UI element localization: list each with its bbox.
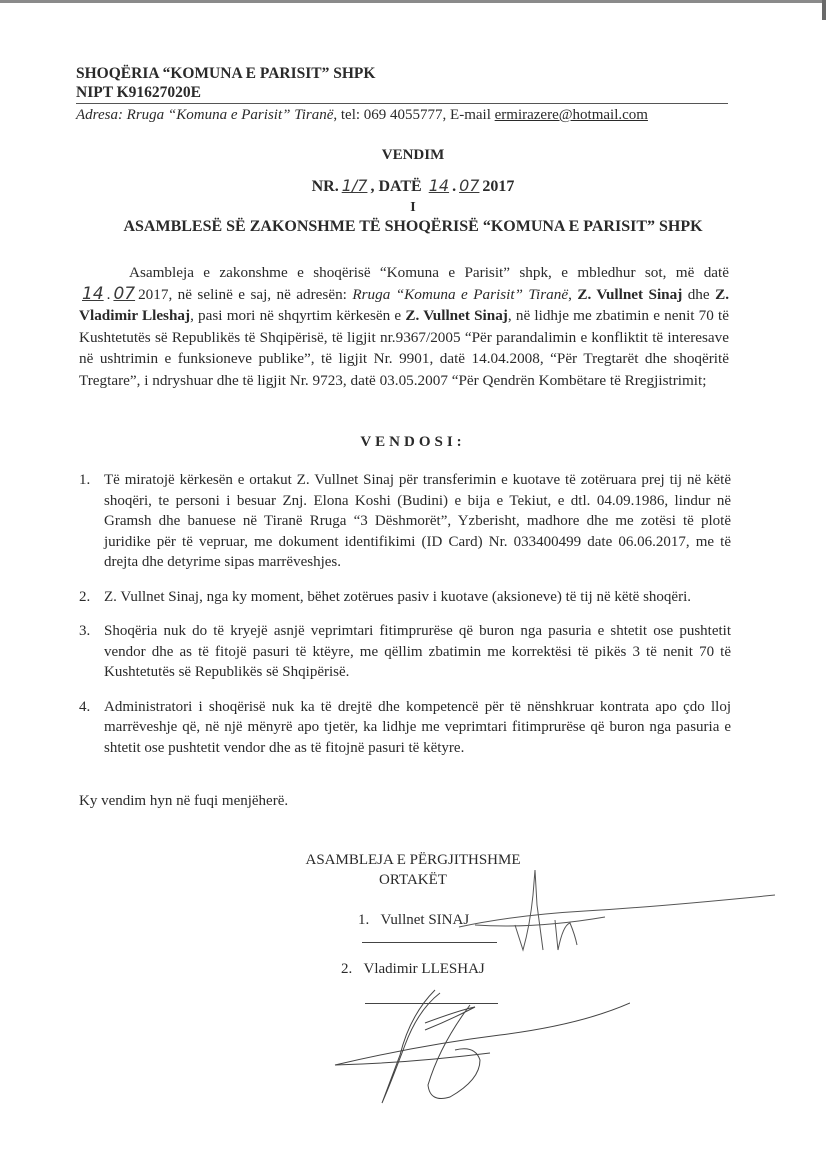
decision-list [79,470,731,772]
signatory-2 [341,961,485,978]
decision-item [79,587,731,608]
intro-date-sep: . [106,285,111,303]
intro-member-2: Z. Vladimir Lleshaj [79,285,729,324]
item-number: 1. [79,472,91,488]
intro-address: Rruga “Komuna e Parisit” Tiranë [352,285,569,303]
assembly-title: ASAMBLESË SË ZAKONSHME TË SHOQËRISË “KOMUNA E PARISIT” SHPK [123,218,703,235]
signatory-number: 2. [341,961,353,977]
nr-label: NR. [311,178,339,195]
date-separator: . [452,178,457,195]
decides-heading: VENDOSI: [360,434,466,450]
decision-item [79,621,731,683]
scan-edge-top [0,0,826,3]
signatory-1 [358,912,469,929]
signature-heading: ASAMBLEJA E PËRGJITHSHME [305,852,521,868]
signature-2-icon [330,985,630,1115]
handwritten-number: 1/7 [341,176,368,195]
item-text: Të miratojë kërkesën e ortakut Z. Vullnet Sinaj për transferimin e kuotave të zotëruara prej tij në këtë shoqëri, te personi i besuar Znj. Elona Koshi (Budini) e bija e Tekiut, e dtl. 04.09.1986, lindur në Gramsh dhe banuese në Tiranë Rruga “3 Dëshmorët”, Yzberisht, madhore dhe me zotësi të plotë juridike për të vepruar, me dokument identifikimi (ID Card) Nr. 033400499 date 06.06.2017, me të drejta dhe detyrime sipas marrëveshjes. [104,472,731,570]
intro-member-1: Z. Vullnet Sinaj [577,285,683,303]
intro-text-1: Asambleja e zakonshme e shoqërisë “Komuna e Parisit” shpk, e mbledhur sot, më datë [129,264,729,281]
address-phone: , tel: 069 4055777, E-mail [333,107,495,123]
item-number: 2. [79,588,91,605]
item-text: Z. Vullnet Sinaj, nga ky moment, bëhet zotërues pasiv i kuotave (aksioneve) të tij në këtë shoqëri. [104,588,691,605]
item-text: Shoqëria nuk do të kryejë asnjë veprimtari fitimprurëse që buron nga pasuria e shtetit ose pushtetit vendor dhe as të fitojë pasuri të ktëyre, me qëllim zbatimin me korrektësi të pikës 3 të nenit 70 të Kushtetutës së Republikës së Shqipërisë. [104,623,731,680]
decision-number-line [0,176,826,196]
handwritten-month: 07 [459,176,480,195]
item-text: Administratori i shoqërisë nuk ka të drejtë dhe kompetencë për të nënshkruar kontrata apo çdo lloj marrëveshje që, në një mënyrë apo tjetër, ka lidhje me veprimtari fitimprurëse që buron nga pasuria e shtetit ose pushtetit vendor dhe as të fitojnë pasuri të këtyre. [104,698,731,756]
signatory-name: Vullnet SINAJ [380,912,470,928]
intro-text-5: , pasi mori në shqyrtim kërkesën e [190,307,406,324]
intro-text-2: 2017, në selinë e saj, në adresën: [138,285,353,303]
item-number: 4. [79,698,91,715]
company-address [76,105,726,125]
decision-item [79,697,731,759]
signature-subheading: ORTAKËT [379,872,447,888]
handwritten-day: 14 [428,176,450,195]
decision-item [79,470,731,573]
intro-text-3: , [568,285,578,303]
date-label: , DATË [370,178,426,195]
intro-member-1-repeat: Z. Vullnet Sinaj [405,307,508,324]
intro-text-4: dhe [682,285,716,303]
email-link[interactable]: ermirazere@hotmail.com [494,107,648,123]
company-nipt: NIPT K91627020E [76,84,202,101]
company-name: SHOQËRIA “KOMUNA E PARISIT” SHPK [76,65,376,82]
intro-paragraph [79,262,729,391]
intro-text-6: , në lidhje me zbatimin e nenit 70 të Kushtetutës së Republikës të Shqipërisë, të ligjit nr.9367/2005 “Për parandalimin e konfliktit të interesave në ushtrimin e funksioneve publike”, të ligjit Nr. 9901, datë 14.04.2008, “Për Tregtarët dhe shoqëritë Tregtare”, i ndryshuar dhe të ligjit Nr. 9723, datë 03.05.2007 “Për Qendrën Kombëtare të Rregjistrimit; [79,307,730,389]
document-title: VENDIM [381,147,445,163]
handwritten-intro-day: 14 [82,283,104,304]
date-year: 2017 [482,178,515,195]
item-number: 3. [79,623,91,639]
signatory-number: 1. [358,912,370,928]
signature-1-icon [455,865,785,960]
letterhead-divider [76,103,728,104]
scan-edge-right [822,0,826,20]
handwritten-intro-month: 07 [113,283,136,304]
roman-numeral: I [410,200,416,215]
letterhead [76,64,726,125]
closing-statement: Ky vendim hyn në fuqi menjëherë. [79,793,289,809]
signatory-name: Vladimir LLESHAJ [363,961,485,977]
address-street: Adresa: Rruga “Komuna e Parisit” Tiranë [76,107,334,123]
